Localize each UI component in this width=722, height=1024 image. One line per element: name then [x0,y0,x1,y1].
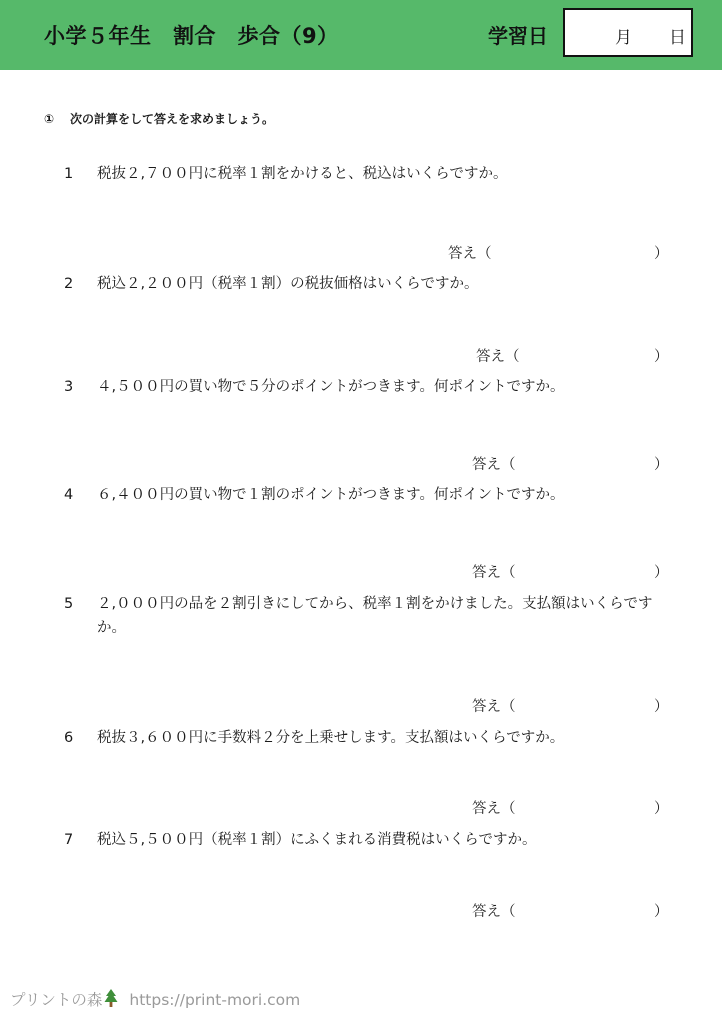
problem-2 [64,272,684,296]
answer-5[interactable] [472,695,722,716]
answer-3[interactable] [472,453,722,474]
problem-number: 5 [64,596,74,612]
answer-close-paren: ） [654,349,669,365]
problem-number: 3 [64,379,74,395]
problem-number: 1 [64,166,74,182]
instruction-text: 次の計算をして答えを求めましょう。 [70,112,275,126]
problem-text: 税抜３,６００円に手数料２分を上乗せします。支払額はいくらですか。 [97,730,565,746]
answer-label: 答え（ [472,699,516,715]
answer-2[interactable] [476,345,722,366]
answer-label: 答え（ [472,904,516,920]
header-bar [0,0,722,70]
answer-1[interactable] [448,242,722,263]
problem-5 [64,592,684,640]
answer-7[interactable] [472,900,722,921]
instruction [44,110,274,127]
page-title: 小学５年生 割合 歩合（9） [44,24,339,48]
answer-6[interactable] [472,797,722,818]
footer [10,988,300,1010]
tree-icon [103,988,119,1008]
answer-close-paren: ） [654,699,669,715]
answer-close-paren: ） [654,904,669,920]
answer-label: 答え（ [472,457,516,473]
day-label: 日 [669,28,686,48]
problem-3 [64,375,684,399]
problem-text: ６,４００円の買い物で１割のポイントがつきます。何ポイントですか。 [97,487,565,503]
answer-label: 答え（ [472,801,516,817]
answer-label: 答え（ [476,349,520,365]
answer-close-paren: ） [654,246,669,262]
answer-close-paren: ） [654,457,669,473]
problem-6 [64,726,684,750]
answer-label: 答え（ [472,565,516,581]
problem-text: 税込５,５００円（税率１割）にふくまれる消費税はいくらですか。 [97,832,537,848]
instruction-number: ① [44,112,55,126]
answer-close-paren: ） [654,565,669,581]
problem-number: 2 [64,276,74,292]
problem-4 [64,483,684,507]
problem-text: ２,０００円の品を２割引きにしてから、税率１割をかけました。支払額はいくらですか。 [97,596,653,636]
answer-close-paren: ） [654,801,669,817]
problem-1 [64,162,684,186]
study-date-box[interactable] [563,8,693,57]
footer-brand: プリントの森 [10,991,103,1009]
answer-4[interactable] [472,561,722,582]
problem-text: ４,５００円の買い物で５分のポイントがつきます。何ポイントですか。 [97,379,565,395]
problem-number: 7 [64,832,74,848]
answer-label: 答え（ [448,246,492,262]
month-label: 月 [615,28,632,48]
problem-number: 4 [64,487,74,503]
problem-text: 税抜２,７００円に税率１割をかけると、税込はいくらですか。 [97,166,508,182]
footer-url[interactable]: https://print-mori.com [129,991,301,1009]
problem-number: 6 [64,730,74,746]
study-date-label: 学習日 [488,24,548,48]
problem-7 [64,828,684,852]
problem-text: 税込２,２００円（税率１割）の税抜価格はいくらですか。 [97,276,479,292]
